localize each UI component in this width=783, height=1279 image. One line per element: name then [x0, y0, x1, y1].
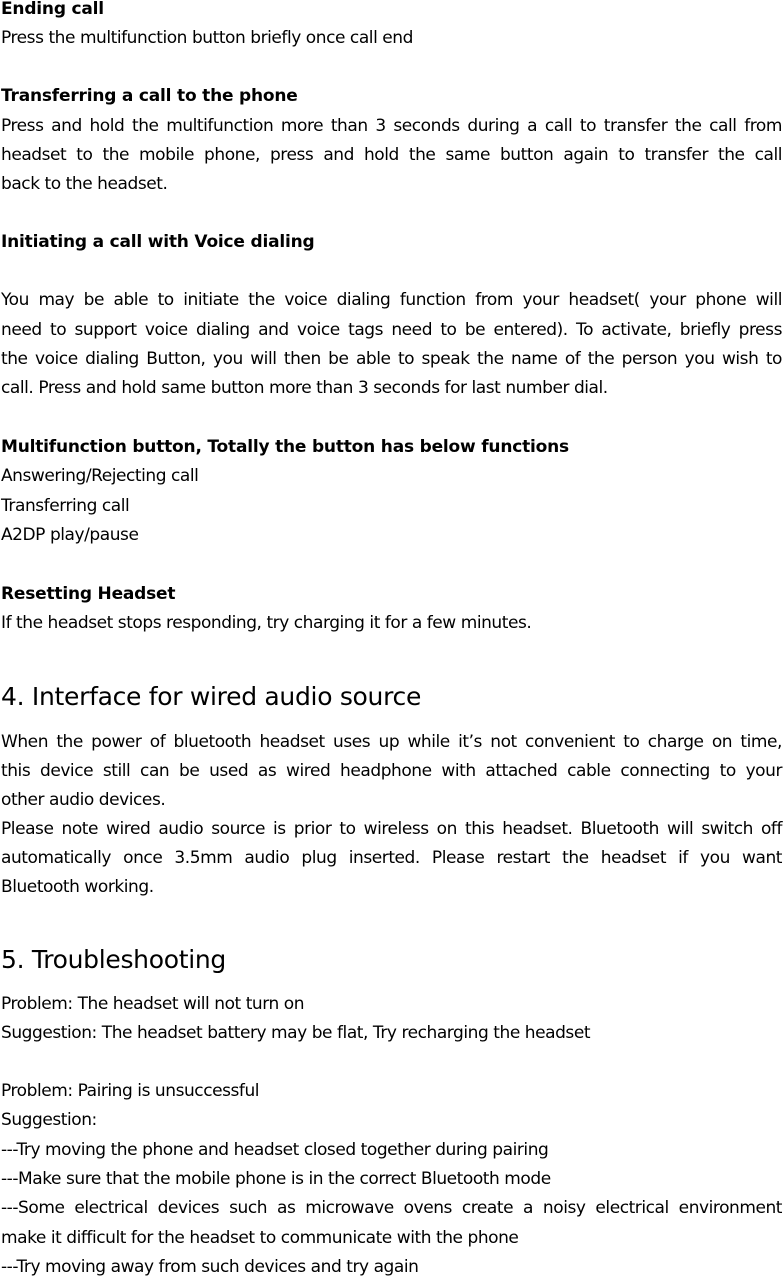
troubleshooting-line-3: Problem: Pairing is unsuccessful [1, 1081, 260, 1101]
voice-dialing-line-1: You may be able to initiate the voice dialing function from your headset( your phone will [1, 290, 782, 310]
resetting-text: If the headset stops responding, try charging it for a few minutes. [1, 613, 532, 633]
troubleshooting-line-8: make it difficult for the headset to communicate with the phone [1, 1228, 519, 1248]
section-title-multifunction: Multifunction button, Totally the button has below functions [1, 437, 569, 457]
troubleshooting-line-4: Suggestion: [1, 1110, 97, 1130]
wired-line-2: this device still can be used as wired headphone with attached cable connecting to your [1, 761, 782, 781]
wired-line-5: automatically once 3.5mm audio plug inserted. Please restart the headset if you want [1, 848, 782, 868]
section-title-voice-dialing: Initiating a call with Voice dialing [1, 232, 315, 252]
multifunction-item-1: Answering/Rejecting call [1, 466, 199, 486]
multifunction-item-2: Transferring call [1, 496, 130, 516]
transferring-line-2: headset to the mobile phone, press and hold the same button again to transfer the call [1, 145, 782, 165]
section-heading-troubleshooting: 5. Troubleshooting [1, 945, 226, 974]
voice-dialing-line-3: the voice dialing Button, you will then be able to speak the name of the person you wish to [1, 349, 782, 369]
section-title-resetting: Resetting Headset [1, 584, 176, 604]
section-heading-wired-audio: 4. Interface for wired audio source [1, 682, 422, 711]
troubleshooting-line-1: Problem: The headset will not turn on [1, 994, 305, 1014]
section-title-ending-call: Ending call [1, 0, 104, 19]
troubleshooting-line-2: Suggestion: The headset battery may be flat, Try recharging the headset [1, 1023, 591, 1043]
section-title-transferring: Transferring a call to the phone [1, 86, 298, 106]
troubleshooting-line-9: ---Try moving away from such devices and try again [1, 1257, 419, 1277]
troubleshooting-line-7: ---Some electrical devices such as microwave ovens create a noisy electrical environment [1, 1198, 782, 1218]
troubleshooting-line-6: ---Make sure that the mobile phone is in the correct Bluetooth mode [1, 1169, 551, 1189]
troubleshooting-line-5: ---Try moving the phone and headset closed together during pairing [1, 1140, 549, 1160]
voice-dialing-line-4: call. Press and hold same button more than 3 seconds for last number dial. [1, 378, 608, 398]
multifunction-item-3: A2DP play/pause [1, 525, 139, 545]
transferring-line-3: back to the headset. [1, 174, 168, 194]
voice-dialing-line-2: need to support voice dialing and voice tags need to be entered). To activate, briefly press [1, 320, 782, 340]
wired-line-6: Bluetooth working. [1, 877, 154, 897]
wired-line-1: When the power of bluetooth headset uses up while it’s not convenient to charge on time, [1, 732, 782, 752]
ending-call-text: Press the multifunction button briefly once call end [1, 28, 413, 48]
wired-line-3: other audio devices. [1, 790, 166, 810]
wired-line-4: Please note wired audio source is prior to wireless on this headset. Bluetooth will switch off [1, 819, 782, 839]
transferring-line-1: Press and hold the multifunction more than 3 seconds during a call to transfer the call from [1, 116, 782, 136]
